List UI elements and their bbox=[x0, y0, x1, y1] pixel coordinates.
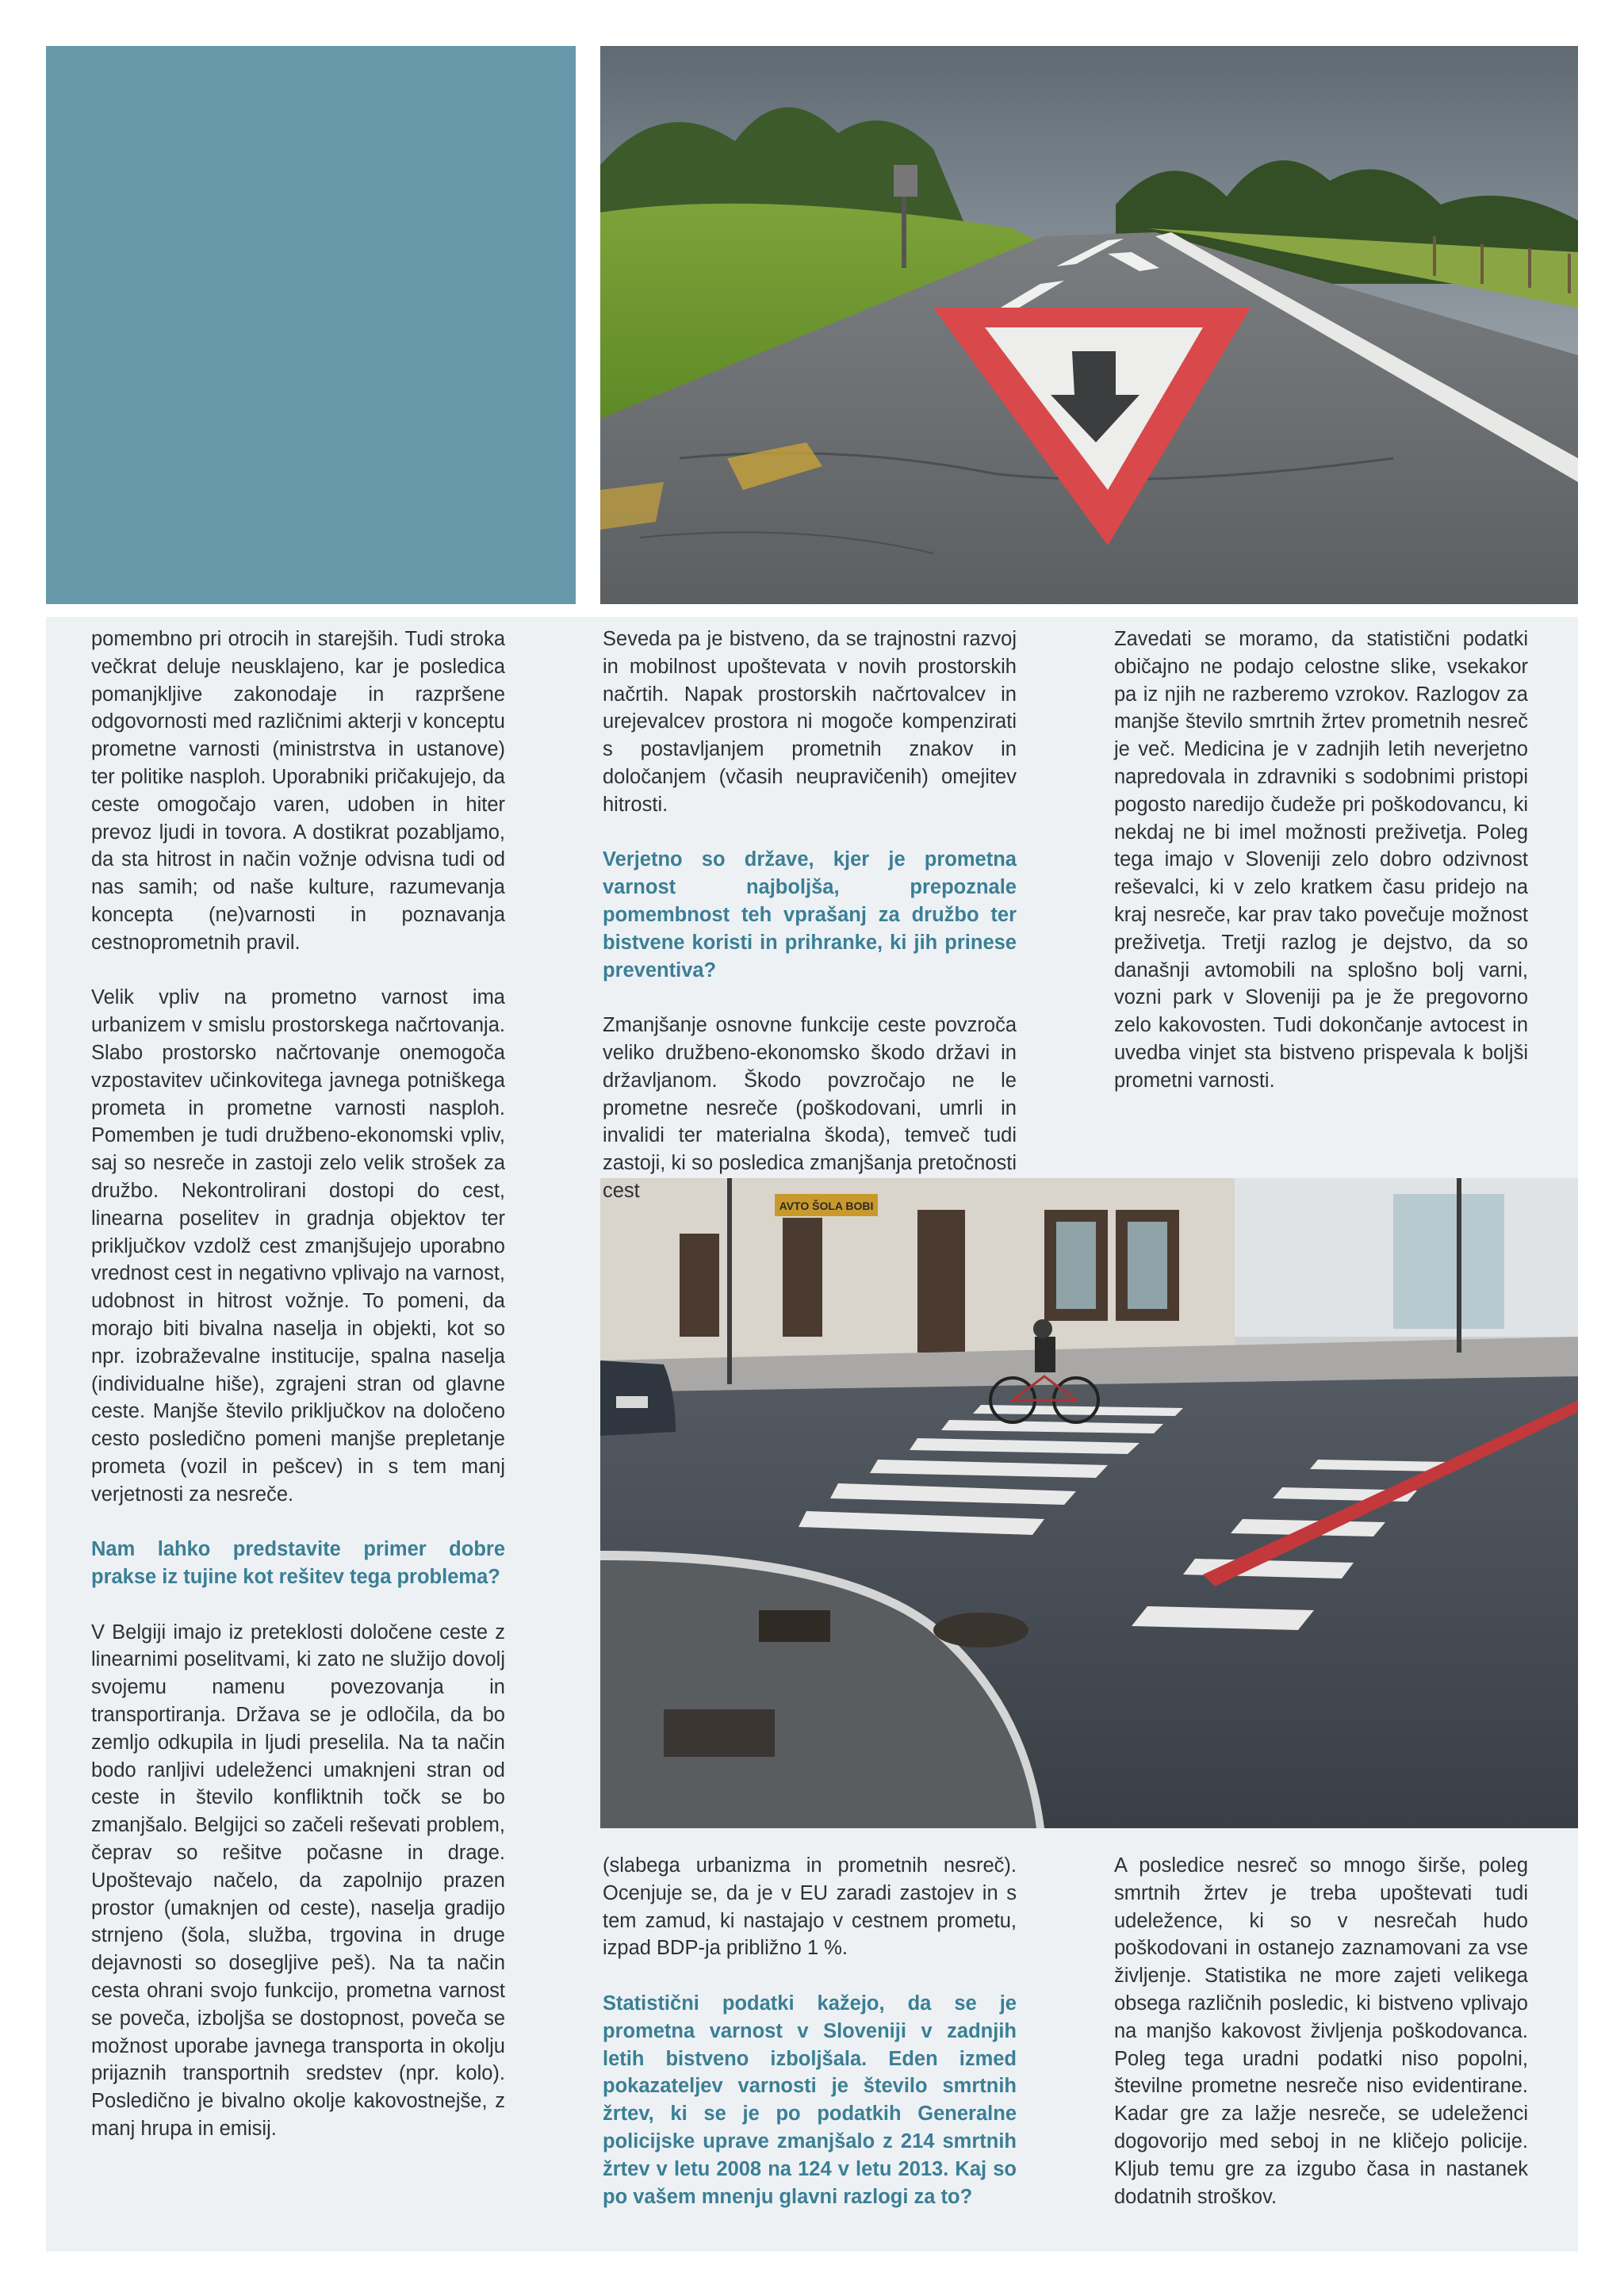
body-paragraph: Zavedati se moramo, da statistični podatki običajno ne podajo celostne slike, vsekakor pa iz njih ne razberemo vzrokov. Razlogov za manjše število smrtnih žrtev prometnih nesreč je več. Medicina je v zadnjih letih neverjetno napredovala in zdravniki s sodobnimi pristopi pogosto naredijo čudeže pri poškodovancu, ki nekdaj ne bi imel možnosti preživetja. Poleg tega imajo v Sloveniji zelo dobro odzivnost reševalci, ki v zelo kratkem času pridejo na kraj nesreče, kar prav tako povečuje možnost preživetja. Tretji razlog je dejstvo, da so današnji avtomobili na splošno bolj varni, vozni park v Sloveniji pa je že pregovorno zelo kakovosten. Tudi dokončanje avtocest in uvedba vinjet sta bistveno prispevala k boljši prometni varnosti. bbox=[1114, 628, 1528, 1092]
body-paragraph: Seveda pa je bistveno, da se trajnostni razvoj in mobilnost upoštevata v novih prostorskih načrtih. Napak prostorskih načrtovalcev in urejevalcev prostora ni mogoče kompenzirati s postavljanjem prometnih znakov in določanjem (včasih neupravičenih) omejitev hitrosti. bbox=[603, 628, 1017, 816]
body-paragraph: V Belgiji imajo iz preteklosti določene ceste z linearnimi poselitvami, ki zato ne služijo dovolj svojemu namenu povezovanja in transportiranja. Država se je odločila, da bo zemljo odkupila in ljudi preselila. Na ta način bodo ranljivi udeleženci umaknjeni stran od ceste in število konfliktnih točk se bo zmanjšalo. Belgijci so začeli reševati problem, čeprav so rešitve počasne in drage. Upoštevajo načelo, da zapolnijo prazen prostor (umaknjen od ceste), naselja gradijo strnjeno (šola, služba, trgovina in druge dejavnosti so dosegljive peš). Na ta način cesta ohrani svojo funkcijo, prometna varnost se poveča, izboljša se dostopnost, poveča se možnost uporabe javnega transporta in okolju prijaznih transportnih sredstev (npr. kolo). Posledično je bivalno okolje kakovostnejše, z manj hrupa in emisij. bbox=[91, 1621, 505, 2141]
body-paragraph: (slabega urbanizma in prometnih nesreč). Ocenjuje se, da je v EU zaradi zastojev in s tem zamud, ki nastajajo v cestnem prometu, izpad BDP-ja približno 1 %. bbox=[603, 1854, 1017, 1960]
text-column-2-bottom bbox=[603, 1852, 1017, 2210]
interview-question: Verjetno so države, kjer je prometna varnost najboljša, prepoznale pomembnost teh vprašanj za družbo ter bistvene koristi in prihranke, ki jih prinese preventiva? bbox=[603, 848, 1017, 982]
text-column-2-top bbox=[603, 626, 1017, 1205]
shop-sign-text: AVTO ŠOLA BOBI bbox=[779, 1200, 874, 1212]
interview-question: Nam lahko predstavite primer dobre prakse iz tujine kot rešitev tega problema? bbox=[91, 1538, 505, 1589]
body-paragraph: A posledice nesreč so mnogo širše, poleg smrtnih žrtev je treba upoštevati tudi udeležence, ki so v nesrečah hudo poškodovani in ostanejo zaznamovani za vse življenje. Statistika ne more zajeti velikega obsega različnih posledic, ki bistveno vplivajo na manjšo kakovost življenja poškodovanca. Poleg tega uradni podatki niso popolni, številne prometne nesreče niso evidentirane. Kadar gre za lažje nesreče, se udeleženci dogovorijo med seboj in ne kličejo policije. Kljub temu gre za izgubo časa in nastanek dodatnih stroškov. bbox=[1114, 1854, 1528, 2208]
body-paragraph: Zmanjšanje osnovne funkcije ceste povzroča veliko družbeno-ekonomsko škodo državi in državljanom. Škodo povzročajo ne le prometne nesreče (poškodovani, umrli in invalidi ter materialna škoda), temveč tudi zastoji, ki so posledica zmanjšanja pretočnosti cest bbox=[603, 1014, 1017, 1202]
body-paragraph: pomembno pri otrocih in starejših. Tudi stroka večkrat deluje neusklajeno, kar je posledica pomanjkljive zakonodaje in razpršene odgovornosti med različnimi akterji v konceptu prometne varnosti (ministrstva in ustanove) ter politike nasploh. Uporabniki pričakujejo, da ceste omogočajo varen, udoben in hiter prevoz ljudi in tovora. A dostikrat pozabljamo, da sta hitrost in način vožnje odvisna tudi od nas samih; od naše kulture, razumevanja koncepta (ne)varnosti in poznavanja cestnoprometnih pravil. bbox=[91, 628, 505, 954]
body-paragraph: Velik vpliv na prometno varnost ima urbanizem v smislu prostorskega načrtovanja. Slabo prostorsko načrtovanje onemogoča vzpostavitev učinkovitega javnega potniškega prometa in prometne varnosti nasploh. Pomemben je tudi družbeno-ekonomski vpliv, saj so nesreče in zastoji zelo velik strošek za družbo. Nekontrolirani dostopi do cest, linearna poselitev in gradnja objektov ter priključkov vzdolž cest zmanjšujejo uporabno vrednost cest in negativno vplivajo na varnost, udobnost in hitrost vožnje. To pomeni, da morajo biti bivalna naselja in objekti, kot so npr. izobraževalne institucije, spalna naselja (individualne hiše), zgrajeni stran od glavne ceste. Manjše število priključkov na določeno cesto posledično pomeni manjše prepletanje prometa (vozil in pešcev) in s tem manj verjetnosti za nesreče. bbox=[91, 986, 505, 1506]
text-column-3-bottom bbox=[1114, 1852, 1528, 2210]
interview-question: Statistični podatki kažejo, da se je prometna varnost v Sloveniji v zadnjih letih bistveno izboljšala. Eden izmed pokazateljev varnosti je število smrtnih žrtev, ki se je po podatkih Generalne policijske uprave zmanjšalo z 214 smrtnih žrtev v letu 2008 na 124 v letu 2013. Kaj so po vašem mnenju glavni razlogi za to? bbox=[603, 1992, 1017, 2208]
road-yield-sign-photo bbox=[600, 46, 1578, 604]
teal-color-block bbox=[46, 46, 576, 604]
text-column-1 bbox=[91, 626, 505, 2143]
text-column-3-top bbox=[1114, 626, 1528, 1095]
street-crossing-cyclist-photo bbox=[600, 1178, 1578, 1828]
